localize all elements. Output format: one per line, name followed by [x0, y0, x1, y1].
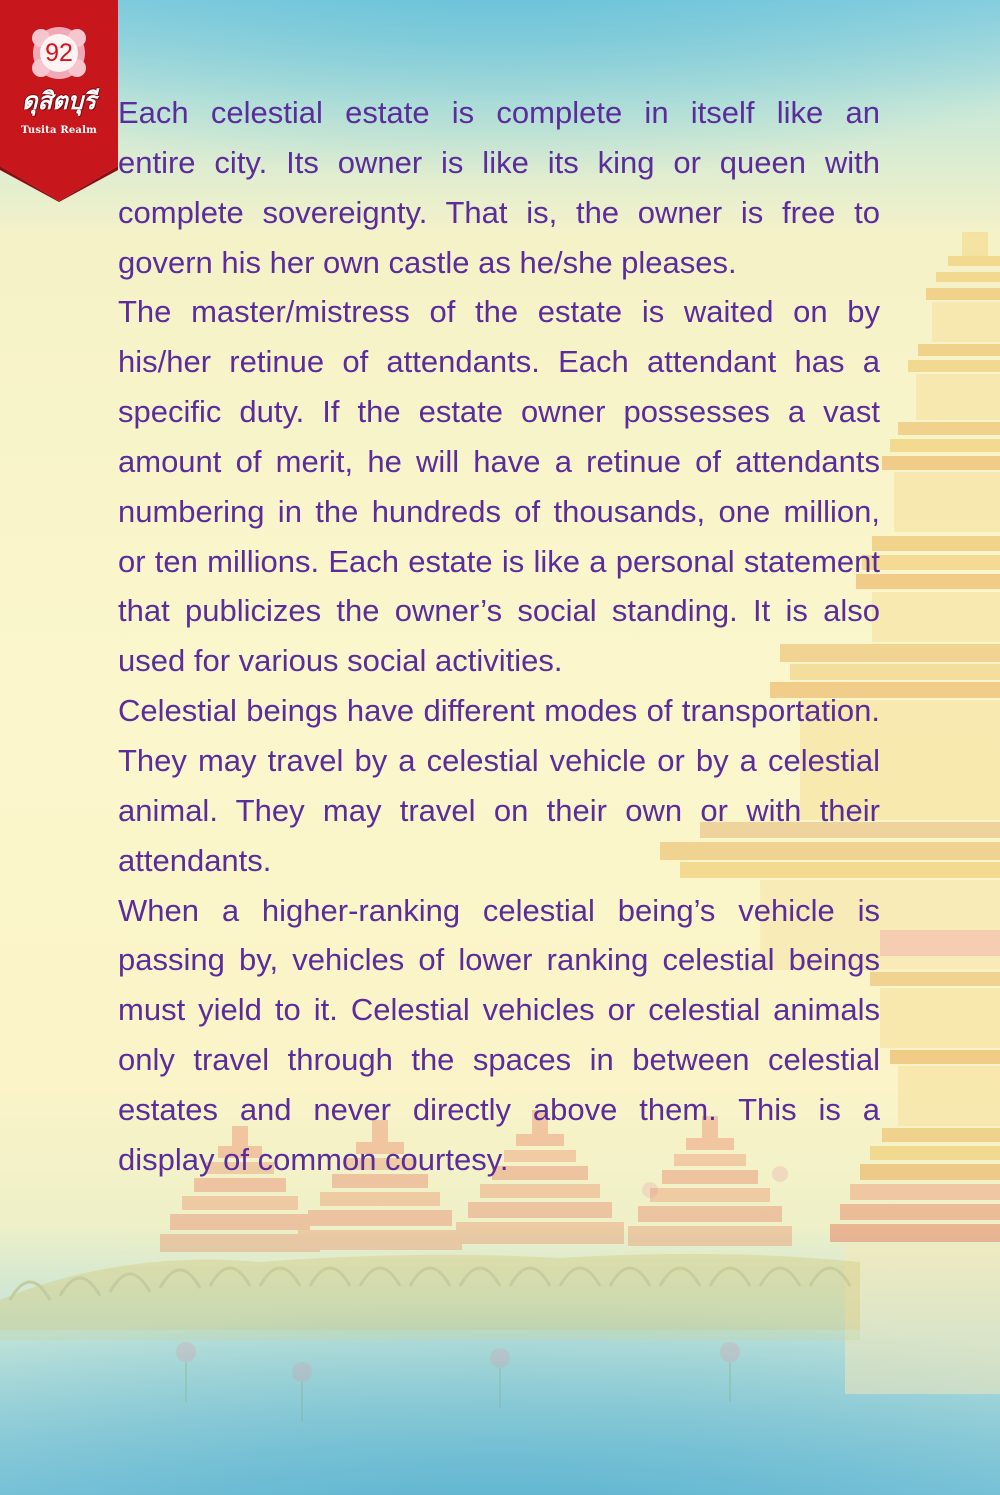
body-text-line: animal. They may travel on their own or with their	[118, 792, 880, 828]
body-text-line: his/her retinue of attendants. Each attendant has a	[118, 344, 880, 380]
logo-title-thai: ดุสิตบุรี	[22, 87, 96, 115]
body-text-line: used for various social activities.	[118, 643, 563, 679]
body-text-line: They may travel by a celestial vehicle or by a celestial	[118, 742, 880, 778]
paragraph-courtesy	[118, 886, 880, 1185]
body-text-line: numbering in the hundreds of thousands, one million,	[118, 493, 880, 529]
body-text-line: amount of merit, he will have a retinue of attendants	[118, 443, 880, 479]
paragraph-transportation	[118, 686, 880, 885]
body-text-line: Celestial beings have different modes of transportation.	[118, 693, 880, 729]
body-text-line: estates and never directly above them. This is a	[118, 1091, 880, 1127]
body-text-line: Each celestial estate is complete in itself like an	[118, 95, 880, 130]
body-text-line: complete sovereignty. That is, the owner is free to	[118, 194, 880, 230]
body-text-line: or ten millions. Each estate is like a personal statement	[118, 543, 880, 579]
body-text-line: entire city. Its owner is like its king or queen with	[118, 144, 880, 180]
body-text-line: must yield to it. Celestial vehicles or celestial animals	[118, 992, 880, 1028]
body-text-line: The master/mistress of the estate is waited on by	[118, 294, 880, 330]
logo-title-english: Tusita Realm	[21, 125, 97, 136]
body-text-line: display of common courtesy.	[118, 1141, 509, 1177]
body-text-line: govern his her own castle as he/she pleases.	[118, 244, 737, 280]
body-text-line: specific duty. If the estate owner possesses a vast	[118, 394, 880, 430]
body-text	[118, 88, 880, 1185]
body-text-line: only travel through the spaces in between celestial	[118, 1042, 880, 1078]
body-text-line: attendants.	[118, 842, 272, 878]
body-text-line: that publicizes the owner’s social standing. It is also	[118, 593, 880, 629]
body-text-line: passing by, vehicles of lower ranking celestial beings	[118, 942, 880, 978]
arched-wall	[0, 1254, 860, 1340]
paragraph-attendants	[118, 287, 880, 686]
chapter-tab	[0, 0, 118, 202]
paragraph-celestial-estate	[118, 88, 880, 287]
body-text-line: When a higher-ranking celestial being’s vehicle is	[118, 892, 880, 928]
page-number: 92	[45, 39, 73, 67]
